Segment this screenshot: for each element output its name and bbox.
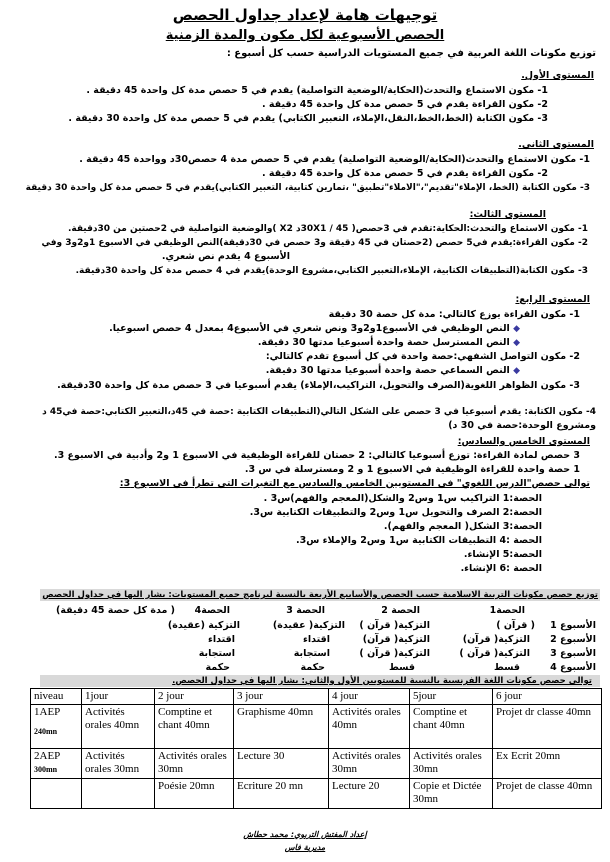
level4-reading: 1- مكون القراءة يوزع كالتالي: مدة كل حصة 30 دقيقة xyxy=(328,309,580,320)
level1-line: 3- مكون الكتابة (الخط،الخط،النقل،الإملاء، التعبير الكتابي) يقدم في 5 حصص مدة كل واحدة 30 دقيقة . xyxy=(68,113,548,124)
table-cell-niveau xyxy=(31,779,82,809)
level4-oral-item: ◆ النص السماعي حصة واحدة أسبوعيا مدتها 30 دقيقة. xyxy=(265,365,520,376)
level2-line: 2- مكون القراءة يقدم في 5 حصص مدة كل واحدة 45 دقيقة . xyxy=(261,168,548,179)
level4-phenomena: 3- مكون الظواهر اللغوية(الصرف والتحويل، التراكيب،الإملاء) يقدم أسبوعيا في 3 حصص مدة كل واحدة 30دقيقة. xyxy=(57,380,580,391)
table-header-cell: 6 jour xyxy=(493,689,602,705)
arabic-intro: توزيع مكونات اللغة العربية في جميع المستويات الدراسية حسب كل أسبوع : xyxy=(226,48,596,59)
table-cell: Activités orales 30mn xyxy=(155,749,234,779)
level56-session: الحصة:5 الإنشاء. xyxy=(463,549,542,560)
level4-writing: 4- مكون الكتابة: يقدم أسبوعيا في 3 حصص على الشكل التالي(التطبيقات الكتابية :حصة في 45د،التعبير الكتابي:حصة في45 د xyxy=(42,407,596,417)
islamic-cell: استجابة xyxy=(293,648,330,659)
bullet-icon: ◆ xyxy=(513,324,520,334)
islamic-cell: حكمة xyxy=(300,662,325,673)
level56-session: الحصة:3 الشكل( المعجم والفهم). xyxy=(383,521,542,532)
table-cell: Poésie 20mn xyxy=(155,779,234,809)
table-cell: Lecture 30 xyxy=(234,749,329,779)
table-cell: Activités orales 30mn xyxy=(410,749,493,779)
islamic-cell: التزكية( قرآن) xyxy=(462,634,530,645)
level56-session: الحصة:1 التراكيب س1 وس2 والشكل(المعجم والفهم)س3 . xyxy=(263,493,542,504)
table-cell: Copie et Dictée 30mn xyxy=(410,779,493,809)
islamic-col-header: الحصة 3 xyxy=(286,605,325,616)
level4-reading-item: ◆ النص الوظيفي في الأسبوع1و2و3 ونص شعري في الأسبوع4 بمعدل 4 حصص اسبوعيا. xyxy=(109,323,520,334)
level4-reading-item: ◆ النص المسترسل حصة واحدة أسبوعيا مدتها 30 دقيقة. xyxy=(257,337,520,348)
table-cell: Activités orales 30mn xyxy=(329,749,410,779)
level4-oral: 2- مكون التواصل الشفهي:حصة واحدة في كل أسبوع تقدم كالتالي: xyxy=(265,351,580,362)
level2-line: 1- مكون الاستماع والتحدث(الحكاية/الوضعية التواصلية) يقدم في 5 حصص مدة 4 حصص30د وواحدة 45 دقيقة . xyxy=(79,154,590,165)
level1-line: 1- مكون الاستماع والتحدث(الحكاية/الوضعية التواصلية) يقدم في 5 حصص مدة كل واحدة 45 دقيقة . xyxy=(86,85,548,96)
table-header-cell: 3 jour xyxy=(234,689,329,705)
table-cell: Activités orales 40mn xyxy=(82,705,155,749)
table-cell: Projet de classe 40mn xyxy=(493,779,602,809)
page-subtitle: الحصص الأسبوعية لكل مكون والمدة الزمنية xyxy=(165,28,445,43)
table-cell: Activités orales 30mn xyxy=(82,749,155,779)
table-cell-niveau: 2AEP 300mn xyxy=(31,749,82,779)
islamic-duration-note: ( مدة كل حصة 45 دقيقة) xyxy=(56,605,175,616)
islamic-col-header: الحصة 2 xyxy=(381,605,420,616)
table-cell: Ex Ecrit 20mn xyxy=(493,749,602,779)
author-signature: إعداد المفتش التربوي: محمد حطاش xyxy=(243,830,367,839)
islamic-cell: ( قرآن ) xyxy=(496,620,535,631)
level1-line: 2- مكون القراءة يقدم في 5 حصص مدة كل واحدة 45 دقيقة . xyxy=(261,99,548,110)
islamic-cell: التزكية( قرآن ) xyxy=(459,648,530,659)
islamic-cell: حكمة xyxy=(205,662,230,673)
table-cell xyxy=(82,779,155,809)
table-cell-niveau: 1AEP 240mn xyxy=(31,705,82,749)
table-header-cell: 4 jour xyxy=(329,689,410,705)
islamic-cell: التزكية( قرآن ) xyxy=(359,648,430,659)
islamic-cell: استجابة xyxy=(198,648,235,659)
bullet-icon: ◆ xyxy=(513,366,520,376)
table-cell: Activités orales 40mn xyxy=(329,705,410,749)
islamic-cell: التزكية( قرآن ) xyxy=(359,620,430,631)
table-header-cell: 2 jour xyxy=(155,689,234,705)
level56-line: 1 حصة واحدة للقراءة الوظيفية في الاسبوع 1 و 2 ومسترسلة في س 3. xyxy=(244,464,580,475)
bullet-icon: ◆ xyxy=(513,338,520,348)
level2-line: 3- مكون الكتابة (الخط، الإملاء"تقديم"،"الاملاء"تطبيق" ،تمارين كتابية، التعبير الكتابي)يقدم في 5 حصص مدة كل واحدة 30 دقيقة xyxy=(25,183,590,193)
level3-line: 1- مكون الاستماع والتحدث:الحكاية:تقدم في 3حصص( 30X1 / 45د X2 )والوضعية التواصلية في 2حصتين من 30دقيقة. xyxy=(67,224,588,234)
table-cell: Lecture 20 xyxy=(329,779,410,809)
level2-heading: المستوى الثاني. xyxy=(518,139,594,150)
french-schedule-table xyxy=(30,688,602,809)
table-header-row xyxy=(31,689,602,705)
table-cell: Graphisme 40mn xyxy=(234,705,329,749)
islamic-cell: التزكية( عقيدة) xyxy=(272,620,345,631)
islamic-header: توزيع حصص مكونات التربية الاسلامية حسب الحصص والأسابيع الأربعة بالنسبة لبرنامج جميع المستويات: يشار اليها في جداول الحصص xyxy=(42,590,598,600)
table-row xyxy=(31,705,602,749)
level3-line: 3- مكون الكتابة(التطبيقات الكتابية، الإملاء،التعبير الكتابي،مشروع الوحدة)يقدم في 4 حصص مدة كل واحدة 30دقيقة. xyxy=(75,266,588,276)
level56-heading: المستوى الخامس والسادس: xyxy=(457,436,590,447)
table-cell: Comptine et chant 40mn xyxy=(155,705,234,749)
table-row xyxy=(31,779,602,809)
islamic-week-label: الأسبوع 2 xyxy=(550,634,596,645)
islamic-cell: قسط xyxy=(388,662,415,673)
level3-line: الأسبوع 4 يقدم نص شعري. xyxy=(161,251,290,262)
level4-heading: المستوى الرابع: xyxy=(515,294,590,305)
islamic-week-label: الأسبوع 3 xyxy=(550,648,596,659)
table-header-cell: 1jour xyxy=(82,689,155,705)
islamic-cell: اقتداء xyxy=(208,634,235,645)
islamic-col-header: الحصة4 xyxy=(194,605,230,616)
islamic-week-label: الأسبوع 1 xyxy=(550,620,596,631)
level56-sequence: توالى حصص"الدرس اللغوي" في المستويين الخامس والسادس مع التغيرات التي تطرأ في الاسبوع 3: xyxy=(119,478,590,489)
level56-session: الحصة :6 الإنشاء. xyxy=(460,563,542,574)
level3-line: 2- مكون القراءة:يقدم في5 حصص (2حصتان في 45 دقيقة و3 حصص في 30دقيقة)النص الوظيفي في الاسبوع 1و2و3 وفي xyxy=(41,238,588,248)
level56-session: الحصة :4 التطبيقات الكتابية س1 وس2 والإملاء س3. xyxy=(296,535,542,546)
islamic-cell: التزكية( قرآن) xyxy=(362,634,430,645)
level4-writing: ومشروع الوحدة:حصة في 30 د) xyxy=(448,420,596,431)
directorate-label: مديرية فاس xyxy=(284,843,326,852)
french-header: توالى حصص مكونات اللغة الفرنسية بالنسبة للمستويين الأول والثاني: يشار اليها في جداول الحصص. xyxy=(172,676,592,686)
islamic-col-header: الحصة1 xyxy=(489,605,525,616)
table-cell: Projet dr classe 40mn xyxy=(493,705,602,749)
table-cell: Ecriture 20 mn xyxy=(234,779,329,809)
islamic-cell: التزكية (عقيدة) xyxy=(167,620,240,631)
level56-session: الحصة:2 الصرف والتحويل س1 وس2 والتطبيقات الكتابية س3. xyxy=(249,507,542,518)
table-header-cell: niveau xyxy=(31,689,82,705)
level56-line: 3 حصص لمادة القراءة: توزع أسبوعيا كالتالي: 2 حصتان للقراءة الوظيفية في الاسبوع 1 و2 وأدبية في الاسبوع 3. xyxy=(53,450,580,461)
table-row xyxy=(31,749,602,779)
islamic-week-label: الأسبوع 4 xyxy=(550,662,596,673)
level3-heading: المستوى الثالث: xyxy=(469,209,546,220)
level1-heading: المستوى الأول. xyxy=(521,70,594,81)
table-cell: Comptine et chant 40mn xyxy=(410,705,493,749)
islamic-cell: قسط xyxy=(493,662,520,673)
islamic-cell: اقتداء xyxy=(303,634,330,645)
table-header-cell: 5jour xyxy=(410,689,493,705)
page-title: توجيهات هامة لإعداد جداول الحصص xyxy=(172,6,438,24)
